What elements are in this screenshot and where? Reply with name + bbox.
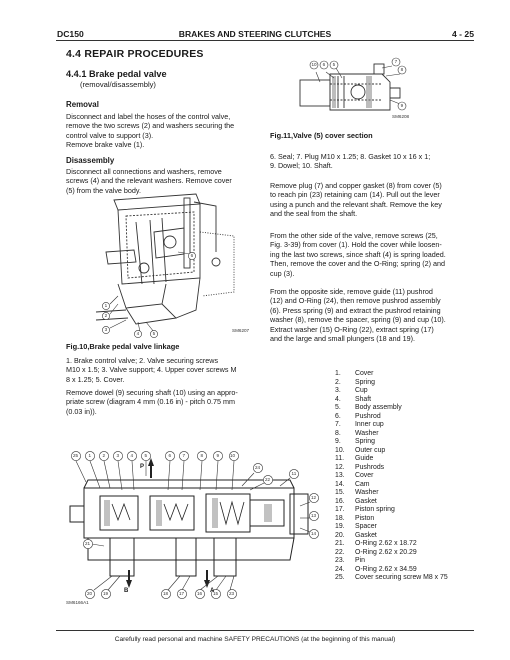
legend-row: 14. Cam xyxy=(335,480,370,488)
callout-14: 14 xyxy=(311,531,317,536)
callout-24: 24 xyxy=(255,465,261,470)
callout-10: 10 xyxy=(230,453,236,458)
legend-row: 10. Outer cup xyxy=(335,446,386,454)
port-b-label: B xyxy=(124,588,129,594)
fig10-code: SM6207 xyxy=(232,328,250,333)
disassembly-heading: Disassembly xyxy=(66,156,115,165)
subsection-title: 4.4.1 Brake pedal valve xyxy=(66,69,167,79)
legend-row: 7. Inner cup xyxy=(335,421,384,428)
callout-11: 11 xyxy=(291,471,297,476)
legend-row: 2. Spring xyxy=(335,378,375,386)
legend-row: 8. Washer xyxy=(335,429,379,437)
callout-13: 13 xyxy=(311,513,317,518)
header-title: BRAKES AND STEERING CLUTCHES xyxy=(178,29,332,39)
callout-22: 22 xyxy=(265,477,271,482)
callout-8: 8 xyxy=(200,453,204,458)
subsection-note: (removal/disassembly) xyxy=(80,80,156,89)
legend-row: 22. O-Ring 2.62 x 20.29 xyxy=(335,548,417,556)
legend-row: 21. O-Ring 2.62 x 18.72 xyxy=(335,540,417,547)
fig10-callout-4: 4 xyxy=(136,330,140,336)
callout-15: 15 xyxy=(213,591,219,596)
legend-row: 25. Cover securing screw M8 x 75 xyxy=(335,574,448,581)
right-paragraph-1: Remove plug (7) and copper gasket (8) from cover (5) to reach pin (23) retaining cam (14). Pull out the lever using a punch and the relevant shaft. Remove the key and the seal from the shaft. xyxy=(270,181,442,219)
fig11-caption: Fig.11,Valve (5) cover section xyxy=(270,131,373,140)
legend-row: 5. Body assembly xyxy=(335,404,402,411)
fig10-callout-6: 6 xyxy=(190,252,194,258)
callout-25: 25 xyxy=(73,453,79,458)
callout-3: 3 xyxy=(116,453,120,458)
callout-6: 6 xyxy=(168,453,172,458)
callout-12: 12 xyxy=(311,495,317,500)
legend-row: 24. O-Ring 2.62 x 34.59 xyxy=(335,565,417,573)
footer-rule xyxy=(56,630,474,631)
fig10-callouts xyxy=(66,192,256,338)
legend-row: 19. Spacer xyxy=(335,523,377,530)
valve-callouts xyxy=(64,428,334,608)
fig11-callout-7: 7 xyxy=(394,58,398,64)
legend-row: 15. Washer xyxy=(335,489,379,496)
disassembly-text: Disconnect all connections and washers, remove screws (4) and the relevant washers. Remove cover (5) from the valve body. xyxy=(66,167,232,195)
callout-17: 17 xyxy=(179,591,185,596)
callout-23: 23 xyxy=(229,591,235,596)
callout-1: 1 xyxy=(88,453,92,458)
legend-row: 18. Piston xyxy=(335,514,375,522)
callout-7: 7 xyxy=(182,453,186,458)
fig11-callout-9: 9 xyxy=(400,102,404,108)
legend-row: 11. Guide xyxy=(335,455,374,462)
legend-row: 17. Piston spring xyxy=(335,506,395,513)
legend-row: 16. Gasket xyxy=(335,497,377,505)
right-paragraph-3: From the opposite side, remove guide (11) pushrod (12) and O-Ring (24), then remove pushrod assembly (6). Press spring (9) and extract the pushrod retaining washer (8), remove the spacer, spring (9) and cup (10). Extract washer (15) O-Ring (22), extract spring (17) and the large and small plungers (18 and 19). xyxy=(270,287,446,344)
callout-2: 2 xyxy=(102,453,106,458)
callout-20: 20 xyxy=(87,591,93,596)
section-title: 4.4 REPAIR PROCEDURES xyxy=(66,48,204,60)
callout-18: 18 xyxy=(163,591,169,596)
callout-9: 9 xyxy=(216,453,220,458)
header-rule xyxy=(56,40,474,41)
callout-19: 19 xyxy=(103,591,109,596)
legend-row: 20. Gasket xyxy=(335,531,377,539)
footer-safety-note: Carefully read personal and machine SAFETY PRECAUTIONS (at the beginning of this manual) xyxy=(114,636,396,643)
port-p-label: P xyxy=(140,464,145,470)
fig11-callout-5: 5 xyxy=(332,61,336,67)
fig11-callout-6: 6 xyxy=(322,61,326,67)
callout-16: 16 xyxy=(197,591,203,596)
header-model: DC150 xyxy=(57,29,84,39)
legend-row: 23. Pin xyxy=(335,557,365,564)
header-page-number: 4 - 25 xyxy=(452,29,474,39)
right-paragraph-2: From the other side of the valve, remove screws (25, Fig. 3-39) from cover (1). Hold the cover while loosen- ing the last two screws, since shaft (4) is spring loaded. Then, remove the cover and the O-Ring; spring (2) and cup (3). xyxy=(270,231,446,278)
fig10-callout-3: 3 xyxy=(104,326,108,332)
fig11-callout-10: 10 xyxy=(311,61,317,67)
fig10-callout-1: 1 xyxy=(104,302,108,308)
port-a-label: A xyxy=(210,588,215,594)
fig10-callout-5: 5 xyxy=(152,330,156,336)
fig11-code: SM6208 xyxy=(392,114,410,119)
fig10-callout-2: 2 xyxy=(104,312,108,318)
legend-row: 13. Cover xyxy=(335,472,374,479)
legend-row: 6. Pushrod xyxy=(335,412,381,420)
fig11-callout-8: 8 xyxy=(400,66,404,72)
parts-legend xyxy=(335,370,448,583)
valve-figure-code: SM6166A1 xyxy=(66,600,89,605)
legend-row: 1. Cover xyxy=(335,370,374,377)
legend-row: 3. Cup xyxy=(335,387,368,394)
fig11-callouts xyxy=(282,52,412,124)
callout-21: 21 xyxy=(85,541,91,546)
callout-5: 5 xyxy=(144,453,148,458)
legend-row: 12. Pushrods xyxy=(335,463,385,471)
callout-4: 4 xyxy=(130,453,134,458)
fig10-caption: Fig.10,Brake pedal valve linkage xyxy=(66,342,180,351)
fig11-legend: 6. Seal; 7. Plug M10 x 1.25; 8. Gasket 10 x 16 x 1; 9. Dowel; 10. Shaft. xyxy=(270,152,431,171)
legend-row: 9. Spring xyxy=(335,438,375,445)
legend-row: 4. Shaft xyxy=(335,395,372,403)
fig10-legend: 1. Brake control valve; 2. Valve securing screws M10 x 1.5; 3. Valve support; 4. Upper cover screws M 8 x 1.25; 5. Cover. xyxy=(66,356,237,384)
removal-heading: Removal xyxy=(66,100,99,109)
removal-text: Disconnect and label the hoses of the control valve, remove the two screws (2) and washers securing the control valve to support (3). Remove brake valve (1). xyxy=(66,112,235,150)
dowel-text: Remove dowel (9) securing shaft (10) using an appro- priate screw (diagram 4 mm (0.16 in) - pitch 0.75 mm (0.03 in)). xyxy=(66,388,238,416)
